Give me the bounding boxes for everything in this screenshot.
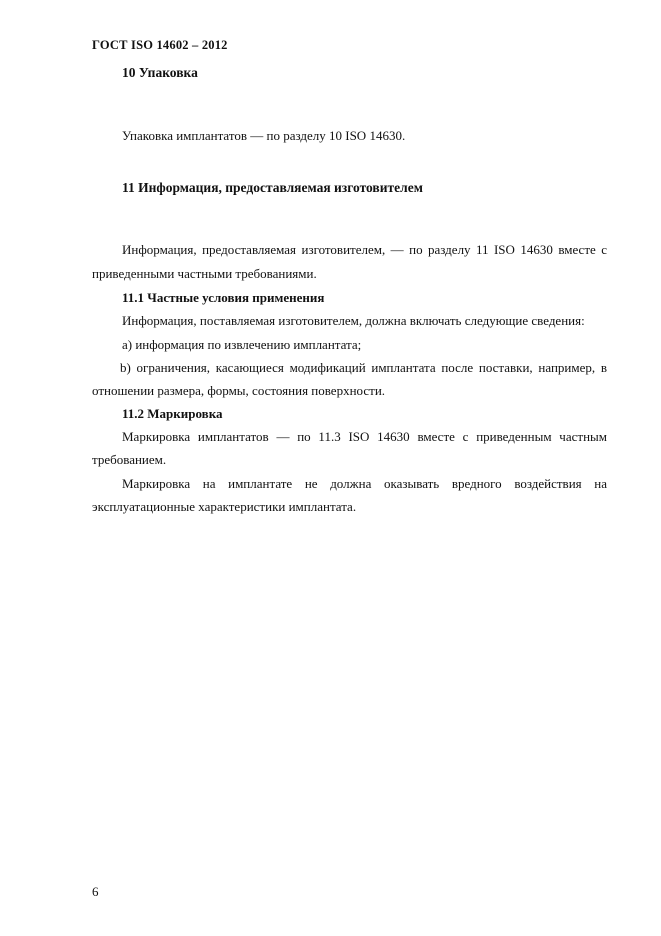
list-item-a: a) информация по извлечению имплантата; [122, 337, 362, 352]
section-11-heading: 11 Информация, предоставляемая изготовителем [122, 180, 423, 195]
page-number: 6 [92, 884, 99, 899]
section-10-paragraph: Упаковка имплантатов — по разделу 10 ISO 14630. [122, 128, 406, 143]
subsection-11-2-paragraph-2-line-2: эксплуатационные характеристики имплантата. [92, 499, 357, 514]
section-11-paragraph-line-1: Информация, предоставляемая изготовителем, — по разделу 11 ISO 14630 вместе с [122, 242, 607, 257]
subsection-11-1-paragraph: Информация, поставляемая изготовителем, должна включать следующие сведения: [122, 313, 585, 328]
list-item-b-line-2: отношении размера, формы, состояния поверхности. [92, 383, 386, 398]
subsection-11-2-heading: 11.2 Маркировка [122, 406, 223, 421]
subsection-11-2-paragraph-1-line-1: Маркировка имплантатов — по 11.3 ISO 14630 вместе с приведенным частным [122, 429, 607, 444]
section-10-heading: 10 Упаковка [122, 65, 198, 80]
subsection-11-2-paragraph-1-line-2: требованием. [92, 452, 167, 467]
subsection-11-1-heading: 11.1 Частные условия применения [122, 290, 325, 305]
section-11-paragraph-line-2: приведенными частными требованиями. [92, 266, 317, 281]
list-item-b-line-1: b) ограничения, касающиеся модификаций имплантата после поставки, например, в [120, 360, 607, 375]
document-header: ГОСТ ISO 14602 – 2012 [92, 38, 228, 52]
subsection-11-2-paragraph-2-line-1: Маркировка на имплантате не должна оказывать вредного воздействия на [122, 476, 607, 491]
